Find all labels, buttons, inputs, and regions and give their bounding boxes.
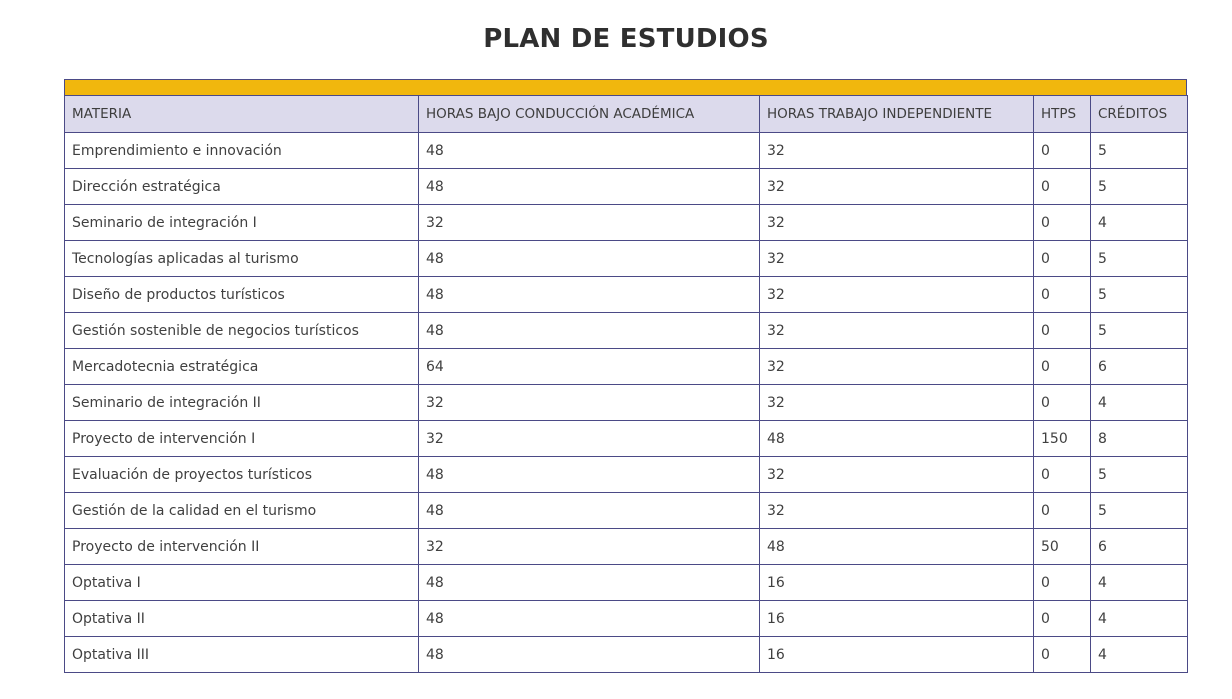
cell-materia: Emprendimiento e innovación <box>65 133 419 169</box>
cell-htps: 0 <box>1034 493 1091 529</box>
cell-creditos: 5 <box>1091 241 1188 277</box>
table-row <box>65 169 1188 205</box>
cell-materia: Evaluación de proyectos turísticos <box>65 457 419 493</box>
cell-creditos: 6 <box>1091 529 1188 565</box>
table-row <box>65 313 1188 349</box>
cell-horas-independiente: 32 <box>760 313 1034 349</box>
cell-horas-independiente: 32 <box>760 169 1034 205</box>
cell-creditos: 6 <box>1091 349 1188 385</box>
cell-horas-independiente: 48 <box>760 529 1034 565</box>
cell-creditos: 4 <box>1091 205 1188 241</box>
cell-htps: 0 <box>1034 637 1091 673</box>
table-accent-bar <box>64 79 1187 95</box>
cell-creditos: 5 <box>1091 493 1188 529</box>
cell-creditos: 4 <box>1091 565 1188 601</box>
cell-materia: Optativa III <box>65 637 419 673</box>
cell-htps: 150 <box>1034 421 1091 457</box>
cell-horas-conduccion: 48 <box>419 493 760 529</box>
page-title: PLAN DE ESTUDIOS <box>483 24 769 54</box>
table-row <box>65 457 1188 493</box>
cell-horas-independiente: 32 <box>760 349 1034 385</box>
cell-materia: Seminario de integración II <box>65 385 419 421</box>
cell-creditos: 5 <box>1091 313 1188 349</box>
cell-htps: 0 <box>1034 385 1091 421</box>
cell-htps: 0 <box>1034 277 1091 313</box>
cell-creditos: 5 <box>1091 133 1188 169</box>
cell-htps: 0 <box>1034 241 1091 277</box>
cell-horas-conduccion: 48 <box>419 565 760 601</box>
cell-materia: Gestión de la calidad en el turismo <box>65 493 419 529</box>
table-row <box>65 493 1188 529</box>
cell-materia: Tecnologías aplicadas al turismo <box>65 241 419 277</box>
cell-htps: 0 <box>1034 205 1091 241</box>
cell-horas-conduccion: 48 <box>419 169 760 205</box>
cell-horas-conduccion: 32 <box>419 421 760 457</box>
cell-horas-conduccion: 48 <box>419 637 760 673</box>
cell-creditos: 4 <box>1091 637 1188 673</box>
column-header-creditos: CRÉDITOS <box>1091 96 1188 133</box>
cell-horas-independiente: 32 <box>760 277 1034 313</box>
cell-materia: Gestión sostenible de negocios turísticos <box>65 313 419 349</box>
cell-horas-independiente: 32 <box>760 457 1034 493</box>
cell-horas-independiente: 16 <box>760 601 1034 637</box>
table-row <box>65 277 1188 313</box>
cell-htps: 0 <box>1034 313 1091 349</box>
cell-horas-independiente: 32 <box>760 385 1034 421</box>
cell-horas-independiente: 48 <box>760 421 1034 457</box>
cell-horas-independiente: 16 <box>760 565 1034 601</box>
cell-materia: Diseño de productos turísticos <box>65 277 419 313</box>
column-header-horas-independiente: HORAS TRABAJO INDEPENDIENTE <box>760 96 1034 133</box>
cell-materia: Seminario de integración I <box>65 205 419 241</box>
cell-horas-conduccion: 48 <box>419 457 760 493</box>
table-row <box>65 241 1188 277</box>
cell-horas-conduccion: 32 <box>419 529 760 565</box>
table-row <box>65 529 1188 565</box>
cell-horas-independiente: 32 <box>760 241 1034 277</box>
table-row <box>65 349 1188 385</box>
cell-horas-independiente: 32 <box>760 205 1034 241</box>
column-header-horas-conduccion: HORAS BAJO CONDUCCIÓN ACADÉMICA <box>419 96 760 133</box>
cell-htps: 0 <box>1034 133 1091 169</box>
cell-htps: 0 <box>1034 349 1091 385</box>
cell-horas-conduccion: 48 <box>419 277 760 313</box>
cell-creditos: 4 <box>1091 385 1188 421</box>
table-row <box>65 565 1188 601</box>
table-row <box>65 205 1188 241</box>
cell-creditos: 4 <box>1091 601 1188 637</box>
column-header-htps: HTPS <box>1034 96 1091 133</box>
cell-materia: Proyecto de intervención II <box>65 529 419 565</box>
cell-materia: Optativa I <box>65 565 419 601</box>
table-body <box>65 133 1188 673</box>
cell-creditos: 5 <box>1091 169 1188 205</box>
table-row <box>65 637 1188 673</box>
study-plan-table <box>64 95 1188 673</box>
column-header-materia: MATERIA <box>65 96 419 133</box>
cell-htps: 50 <box>1034 529 1091 565</box>
table-row <box>65 133 1188 169</box>
cell-horas-conduccion: 48 <box>419 601 760 637</box>
table-header-row <box>65 96 1188 133</box>
cell-htps: 0 <box>1034 169 1091 205</box>
cell-materia: Mercadotecnia estratégica <box>65 349 419 385</box>
cell-htps: 0 <box>1034 601 1091 637</box>
study-plan-table-container <box>64 79 1187 673</box>
cell-creditos: 5 <box>1091 277 1188 313</box>
cell-horas-independiente: 32 <box>760 493 1034 529</box>
cell-materia: Dirección estratégica <box>65 169 419 205</box>
cell-creditos: 8 <box>1091 421 1188 457</box>
cell-horas-conduccion: 64 <box>419 349 760 385</box>
cell-horas-conduccion: 48 <box>419 133 760 169</box>
cell-horas-independiente: 16 <box>760 637 1034 673</box>
cell-creditos: 5 <box>1091 457 1188 493</box>
cell-materia: Proyecto de intervención I <box>65 421 419 457</box>
table-header <box>65 96 1188 133</box>
cell-htps: 0 <box>1034 565 1091 601</box>
table-row <box>65 421 1188 457</box>
table-row <box>65 385 1188 421</box>
cell-horas-conduccion: 32 <box>419 205 760 241</box>
cell-horas-conduccion: 48 <box>419 241 760 277</box>
cell-horas-conduccion: 48 <box>419 313 760 349</box>
cell-htps: 0 <box>1034 457 1091 493</box>
cell-horas-independiente: 32 <box>760 133 1034 169</box>
cell-horas-conduccion: 32 <box>419 385 760 421</box>
cell-materia: Optativa II <box>65 601 419 637</box>
table-row <box>65 601 1188 637</box>
